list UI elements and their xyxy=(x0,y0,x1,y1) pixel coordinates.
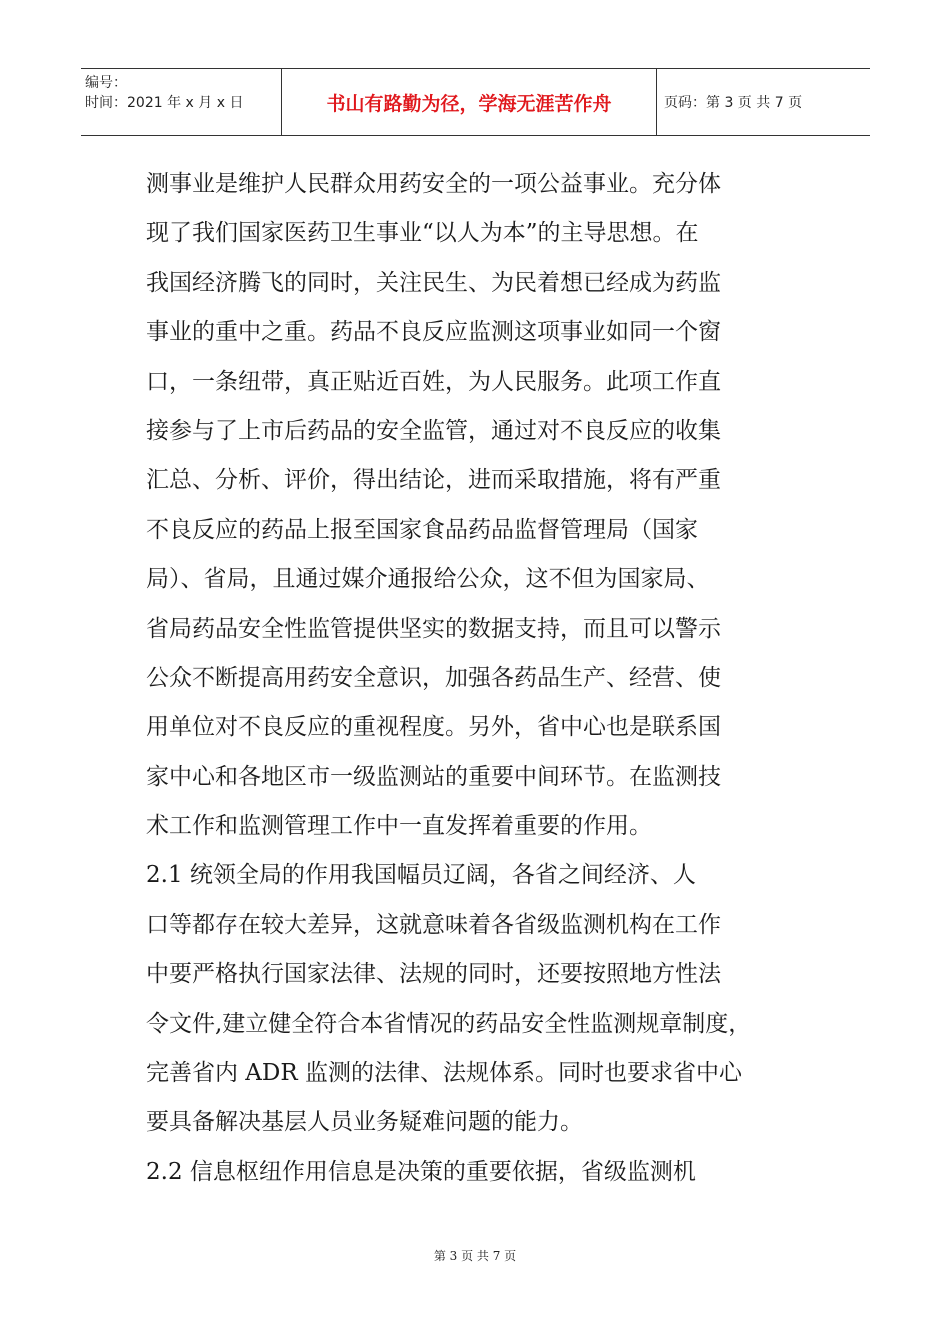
text-line: 要具备解决基层人员业务疑难问题的能力。 xyxy=(146,1109,583,1136)
text-line: 2.1 统领全局的作用我国幅员辽阔，各省之间经济、人 xyxy=(146,862,696,889)
text-line: 现了我们国家医药卫生事业“以人为本”的主导思想。在 xyxy=(146,220,699,247)
text-line: 用单位对不良反应的重视程度。另外，省中心也是联系国 xyxy=(146,714,721,741)
header-meta xyxy=(85,73,243,113)
document-body xyxy=(146,160,816,1197)
header-divider xyxy=(656,69,657,135)
text-line: 不良反应的药品上报至国家食品药品监督管理局（国家 xyxy=(146,516,698,543)
paragraph-1 xyxy=(146,160,816,851)
page-header xyxy=(81,68,870,136)
document-number-label: 编号： xyxy=(85,75,127,91)
text-line: 测事业是维护人民群众用药安全的一项公益事业。充分体 xyxy=(146,171,721,197)
paragraph-3 xyxy=(146,1148,816,1197)
page-footer: 第 3 页 共 7 页 xyxy=(433,1249,517,1263)
text-line: 汇总、分析、评价，得出结论，进而采取措施，将有严重 xyxy=(146,467,721,494)
text-line: 术工作和监测管理工作中一直发挥着重要的作用。 xyxy=(146,813,652,840)
text-line: 中要严格执行国家法律、法规的同时，还要按照地方性法 xyxy=(146,961,721,988)
text-line: 2.2 信息枢纽作用信息是决策的重要依据，省级监测机 xyxy=(146,1158,696,1185)
header-motto: 书山有路勤为径，学海无涯苦作舟 xyxy=(326,92,612,115)
text-line: 我国经济腾飞的同时，关注民生、为民着想已经成为药监 xyxy=(146,269,721,296)
text-line: 口，一条纽带，真正贴近百姓，为人民服务。此项工作直 xyxy=(146,368,721,395)
text-line: 事业的重中之重。药品不良反应监测这项事业如同一个窗 xyxy=(146,319,721,346)
text-line: 接参与了上市后药品的安全监管，通过对不良反应的收集 xyxy=(146,417,721,444)
document-time-label: 时间：2021 年 x 月 x 日 xyxy=(85,95,244,111)
text-line: 口等都存在较大差异，这就意味着各省级监测机构在工作 xyxy=(146,911,721,938)
text-line: 省局药品安全性监管提供坚实的数据支持，而且可以警示 xyxy=(146,615,721,642)
text-line: 局）、省局，且通过媒介通报给公众，这不但为国家局、 xyxy=(146,566,710,593)
text-line: 令文件,建立健全符合本省情况的药品安全性监测规章制度， xyxy=(146,1010,752,1037)
text-line: 公众不断提高用药安全意识，加强各药品生产、经营、使 xyxy=(146,664,721,691)
paragraph-2 xyxy=(146,851,816,1147)
text-line: 家中心和各地区市一级监测站的重要中间环节。在监测技 xyxy=(146,763,721,790)
text-line: 完善省内 ADR 监测的法律、法规体系。同时也要求省中心 xyxy=(146,1060,742,1087)
header-page-info: 页码：第 3 页 共 7 页 xyxy=(664,95,803,111)
